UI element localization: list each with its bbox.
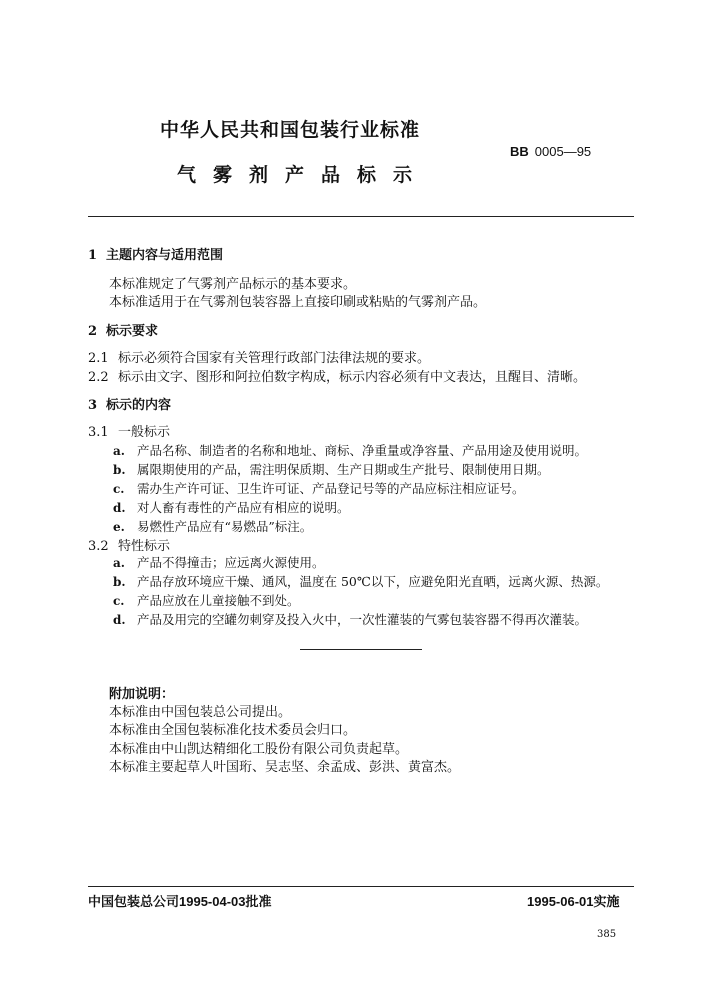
list-item: [113, 572, 608, 590]
item-marker: d.: [113, 613, 126, 627]
subsection-number: 3.1: [88, 425, 109, 440]
paragraph: 本标准规定了气雾剂产品标示的基本要求。: [109, 277, 357, 292]
subsection-3-1-heading: [88, 421, 170, 440]
note-line: 本标准由全国包装标准化技术委员会归口。: [109, 723, 357, 738]
section-2-heading: [88, 320, 158, 339]
clause: [88, 366, 586, 385]
item-marker: e.: [113, 520, 125, 534]
note-line: 本标准由中国包装总公司提出。: [109, 705, 292, 720]
list-item: [113, 517, 312, 535]
item-text: 产品应放在儿童接触不到处。: [137, 593, 300, 608]
clause-number: 2.1: [88, 351, 109, 366]
item-marker: d.: [113, 501, 126, 515]
note-line: 本标准主要起草人叶国珩、吴志坚、余孟成、彭洪、黄富杰。: [109, 760, 461, 775]
standard-title: 中华人民共和国包装行业标准: [160, 119, 421, 141]
item-text: 易燃性产品应有“易燃品”标注。: [137, 519, 313, 534]
clause-text: 标示由文字、图形和阿拉伯数字构成，标示内容必须有中文表达，且醒目、清晰。: [118, 370, 587, 385]
clause: [88, 347, 430, 366]
item-marker: b.: [113, 575, 126, 589]
section-3-heading: [88, 394, 171, 413]
document-title: 气雾剂产品标示: [177, 164, 430, 186]
item-marker: c.: [113, 482, 125, 496]
item-marker: a.: [113, 444, 125, 458]
footer-divider: [88, 886, 634, 887]
clause-number: 2.2: [88, 370, 109, 385]
approval-date: 中国包装总公司1995-04-03批准: [88, 894, 272, 909]
list-item: [113, 460, 550, 478]
subsection-3-2-heading: [88, 535, 170, 554]
subsection-title: 特性标示: [118, 539, 171, 554]
item-text: 产品及用完的空罐勿刺穿及投入火中，一次性灌装的气雾包装容器不得再次灌装。: [137, 612, 588, 627]
list-item: [113, 498, 350, 516]
code-number: 0005—95: [534, 144, 592, 159]
list-item: [113, 553, 325, 571]
subsection-number: 3.2: [88, 539, 109, 554]
page-number: 385: [597, 929, 617, 940]
list-item: [113, 610, 587, 628]
notes-title: 附加说明：: [109, 687, 175, 702]
section-title: 主题内容与适用范围: [106, 248, 224, 263]
code-prefix: BB: [510, 144, 529, 159]
section-number: 2: [88, 324, 98, 339]
item-text: 对人畜有毒性的产品应有相应的说明。: [137, 500, 350, 515]
effective-date: 1995-06-01实施: [527, 894, 620, 909]
item-text: 产品名称、制造者的名称和地址、商标、净重量或净容量、产品用途及使用说明。: [137, 443, 588, 458]
item-marker: c.: [113, 594, 125, 608]
list-item: [113, 441, 587, 459]
section-number: 1: [88, 248, 98, 263]
item-text: 产品不得撞击；应远离火源使用。: [137, 555, 325, 570]
paragraph: 本标准适用于在气雾剂包装容器上直接印刷或粘贴的气雾剂产品。: [109, 295, 487, 310]
end-of-text-divider: [300, 649, 422, 650]
standard-code: [510, 144, 591, 159]
list-item: [113, 591, 300, 609]
item-text: 属限期使用的产品，需注明保质期、生产日期或生产批号、限制使用日期。: [137, 462, 550, 477]
item-marker: b.: [113, 463, 126, 477]
clause-text: 标示必须符合国家有关管理行政部门法律法规的要求。: [118, 351, 431, 366]
list-item: [113, 479, 525, 497]
item-text: 需办生产许可证、卫生许可证、产品登记号等的产品应标注相应证号。: [137, 481, 525, 496]
item-text: 产品存放环境应干燥、通风，温度在 50℃以下，应避免阳光直晒，远离火源、热源。: [137, 574, 609, 589]
section-number: 3: [88, 398, 98, 413]
header-divider: [88, 216, 634, 217]
section-title: 标示要求: [106, 324, 159, 339]
section-1-heading: [88, 244, 223, 263]
subsection-title: 一般标示: [118, 425, 171, 440]
section-title: 标示的内容: [106, 398, 172, 413]
item-marker: a.: [113, 556, 125, 570]
note-line: 本标准由中山凯达精细化工股份有限公司负责起草。: [109, 742, 409, 757]
